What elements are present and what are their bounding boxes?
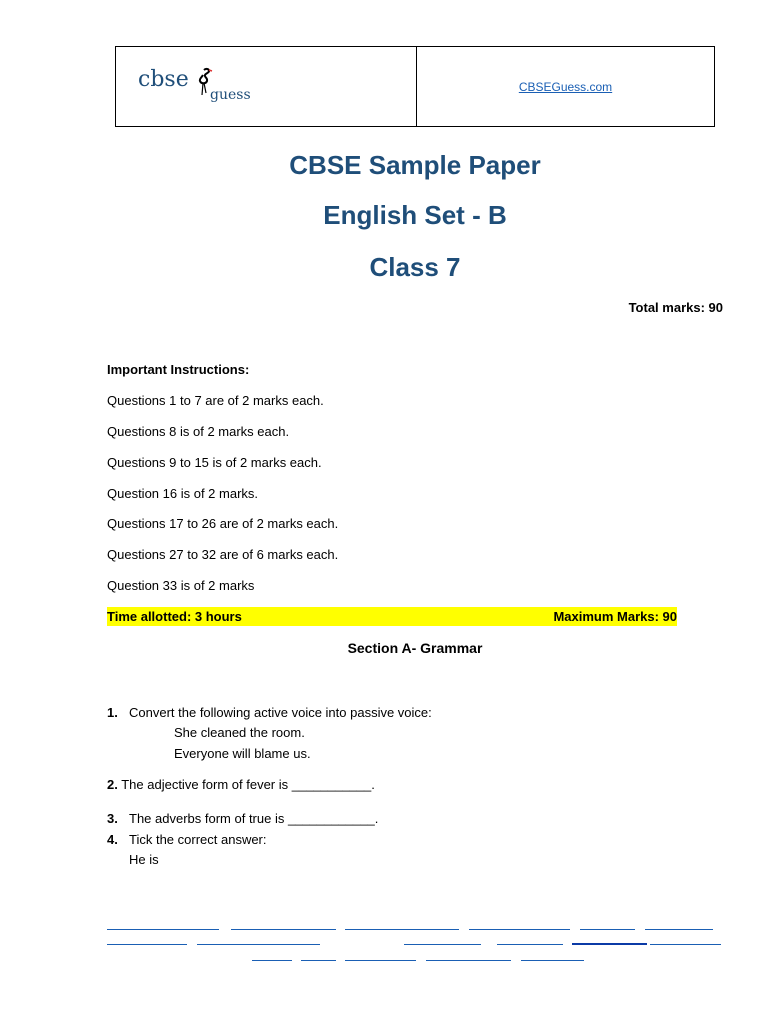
instruction-item: Questions 9 to 15 is of 2 marks each.: [107, 455, 322, 470]
total-marks: Total marks: 90: [628, 300, 723, 315]
question-4: [107, 832, 267, 847]
paper-subject: English Set - B: [323, 200, 507, 230]
question-number: 3.: [107, 811, 118, 826]
footer-link[interactable]: [107, 929, 219, 930]
footer-link[interactable]: [252, 960, 292, 961]
instruction-item: Questions 8 is of 2 marks each.: [107, 424, 290, 439]
paper-title: CBSE Sample Paper: [289, 150, 541, 180]
question-number: 2.: [107, 777, 118, 792]
question-text: The adjective form of fever is ___________.: [121, 777, 375, 792]
footer-link[interactable]: [497, 944, 563, 945]
question-4-sub: He is: [129, 852, 159, 867]
question-number: 4.: [107, 832, 118, 847]
instructions-heading: Important Instructions:: [107, 362, 250, 377]
question-number: 1.: [107, 705, 118, 720]
header-table: [115, 46, 715, 127]
question-3: [107, 811, 378, 826]
maximum-marks: Maximum Marks: 90: [553, 609, 677, 624]
footer-link[interactable]: [572, 943, 647, 945]
header-link-cell: [417, 47, 714, 126]
instruction-item: Question 16 is of 2 marks.: [107, 486, 259, 501]
question-text: Tick the correct answer:: [129, 832, 267, 847]
time-allotted: Time allotted: 3 hours: [107, 609, 242, 624]
question-2: [107, 777, 375, 792]
paper-class: Class 7: [369, 252, 461, 282]
footer-link[interactable]: [404, 944, 481, 945]
header-logo-cell: [116, 47, 417, 126]
footer-link[interactable]: [345, 929, 459, 930]
footer-link[interactable]: [580, 929, 635, 930]
footer-link[interactable]: [650, 944, 721, 945]
question-1: [107, 705, 432, 720]
footer-link[interactable]: [107, 944, 187, 945]
question-text: Convert the following active voice into passive voice:: [129, 705, 432, 720]
footer-link[interactable]: [521, 960, 584, 961]
cbseguess-link[interactable]: CBSEGuess.com: [518, 79, 613, 94]
question-text: The adverbs form of true is ____________.: [129, 811, 379, 826]
instruction-item: Questions 27 to 32 are of 6 marks each.: [107, 547, 339, 562]
footer-link[interactable]: [469, 929, 570, 930]
footer-link[interactable]: [197, 944, 320, 945]
instruction-item: Questions 17 to 26 are of 2 marks each.: [107, 516, 339, 531]
footer-link[interactable]: [231, 929, 336, 930]
section-title: Section A- Grammar: [347, 640, 483, 656]
footer-link[interactable]: [426, 960, 511, 961]
question-1-item-a: She cleaned the room.: [174, 725, 305, 740]
instruction-item: Question 33 is of 2 marks: [107, 578, 255, 593]
footer-link[interactable]: [345, 960, 416, 961]
time-marks-banner: [107, 607, 677, 626]
question-1-item-b: Everyone will blame us.: [174, 746, 311, 761]
logo-sub-text: guess: [210, 87, 251, 103]
footer-link[interactable]: [301, 960, 336, 961]
logo-main-text: cbse: [138, 67, 189, 92]
footer-link[interactable]: [645, 929, 713, 930]
instruction-item: Questions 1 to 7 are of 2 marks each.: [107, 393, 324, 408]
